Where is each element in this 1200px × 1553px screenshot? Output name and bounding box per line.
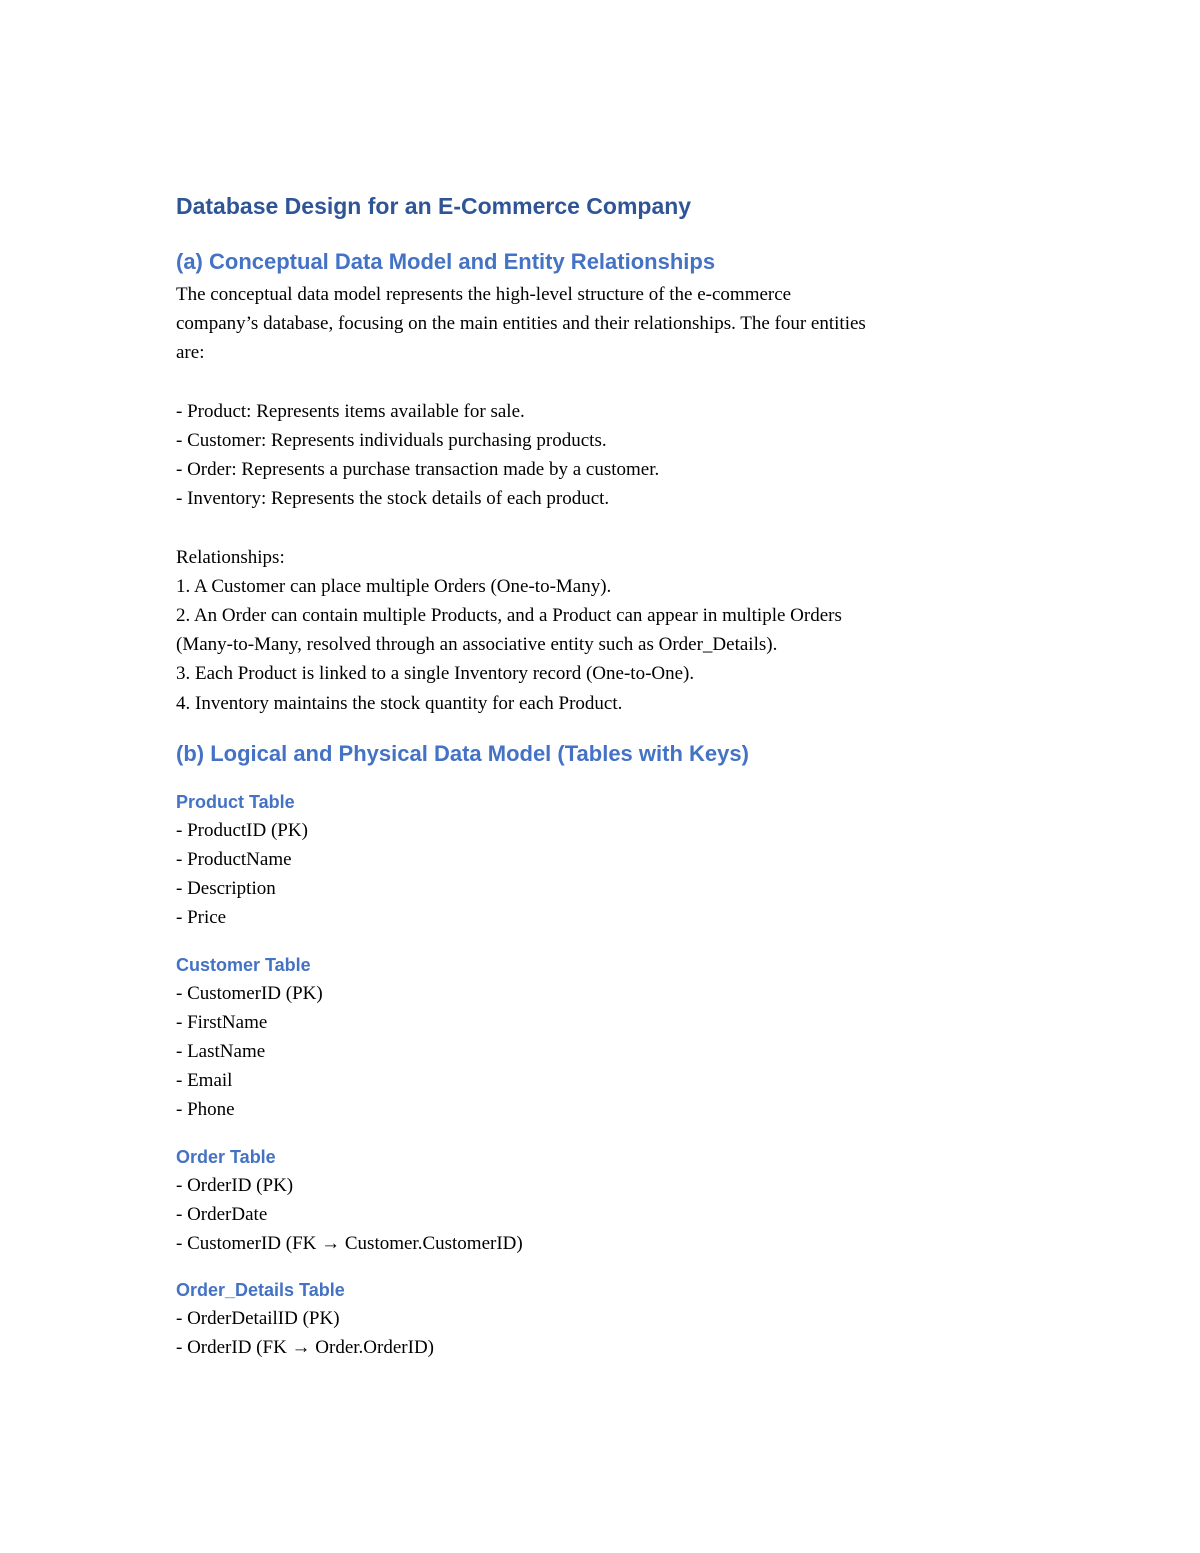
table-field: - CustomerID (PK) — [176, 982, 323, 1004]
document-body — [176, 190, 1036, 1362]
intro-line: are: — [176, 342, 205, 364]
entity-item: - Product: Represents items available for sale. — [176, 400, 525, 422]
document-title: Database Design for an E-Commerce Company — [176, 193, 692, 219]
entity-item: - Inventory: Represents the stock details of each product. — [176, 488, 610, 510]
table-field: - Email — [176, 1070, 233, 1092]
relationships-label: Relationships: — [176, 546, 285, 568]
table-field: - LastName — [176, 1040, 266, 1062]
relationship-item: (Many-to-Many, resolved through an associative entity such as Order_Details). — [176, 634, 778, 656]
relationship-item: 2. An Order can contain multiple Products, and a Product can appear in multiple Orders — [176, 605, 842, 627]
table-field: - ProductID (PK) — [176, 819, 308, 841]
entity-item: - Customer: Represents individuals purchasing products. — [176, 429, 607, 451]
section-b-heading: (b) Logical and Physical Data Model (Tables with Keys) — [176, 740, 749, 766]
table-field: - OrderDate — [176, 1203, 268, 1225]
intro-line: company’s database, focusing on the main entities and their relationships. The four entities — [176, 313, 866, 335]
intro-line: The conceptual data model represents the high-level structure of the e-commerce — [176, 284, 792, 305]
table-field: - Phone — [176, 1099, 235, 1121]
relationship-item: 3. Each Product is linked to a single Inventory record (One-to-One). — [176, 663, 695, 685]
table-heading-product: Product Table — [176, 791, 295, 812]
section-a-heading: (a) Conceptual Data Model and Entity Relationships — [176, 249, 716, 274]
entity-item: - Order: Represents a purchase transaction made by a customer. — [176, 459, 660, 481]
table-field: - Price — [176, 907, 227, 929]
relationship-item: 1. A Customer can place multiple Orders (One-to-Many). — [176, 575, 612, 597]
table-heading-order: Order Table — [176, 1146, 276, 1167]
table-field: - OrderDetailID (PK) — [176, 1308, 340, 1330]
table-field: - OrderID (PK) — [176, 1174, 294, 1196]
table-heading-customer: Customer Table — [176, 954, 311, 975]
table-field: - Description — [176, 878, 276, 900]
relationship-item: 4. Inventory maintains the stock quantity for each Product. — [176, 692, 623, 714]
table-field: - FirstName — [176, 1011, 268, 1033]
table-heading-order-details: Order_Details Table — [176, 1280, 345, 1301]
table-field: - OrderID (FK → Order.OrderID) — [176, 1337, 434, 1359]
table-field: - ProductName — [176, 849, 292, 870]
table-field: - CustomerID (FK → Customer.CustomerID) — [176, 1232, 523, 1254]
